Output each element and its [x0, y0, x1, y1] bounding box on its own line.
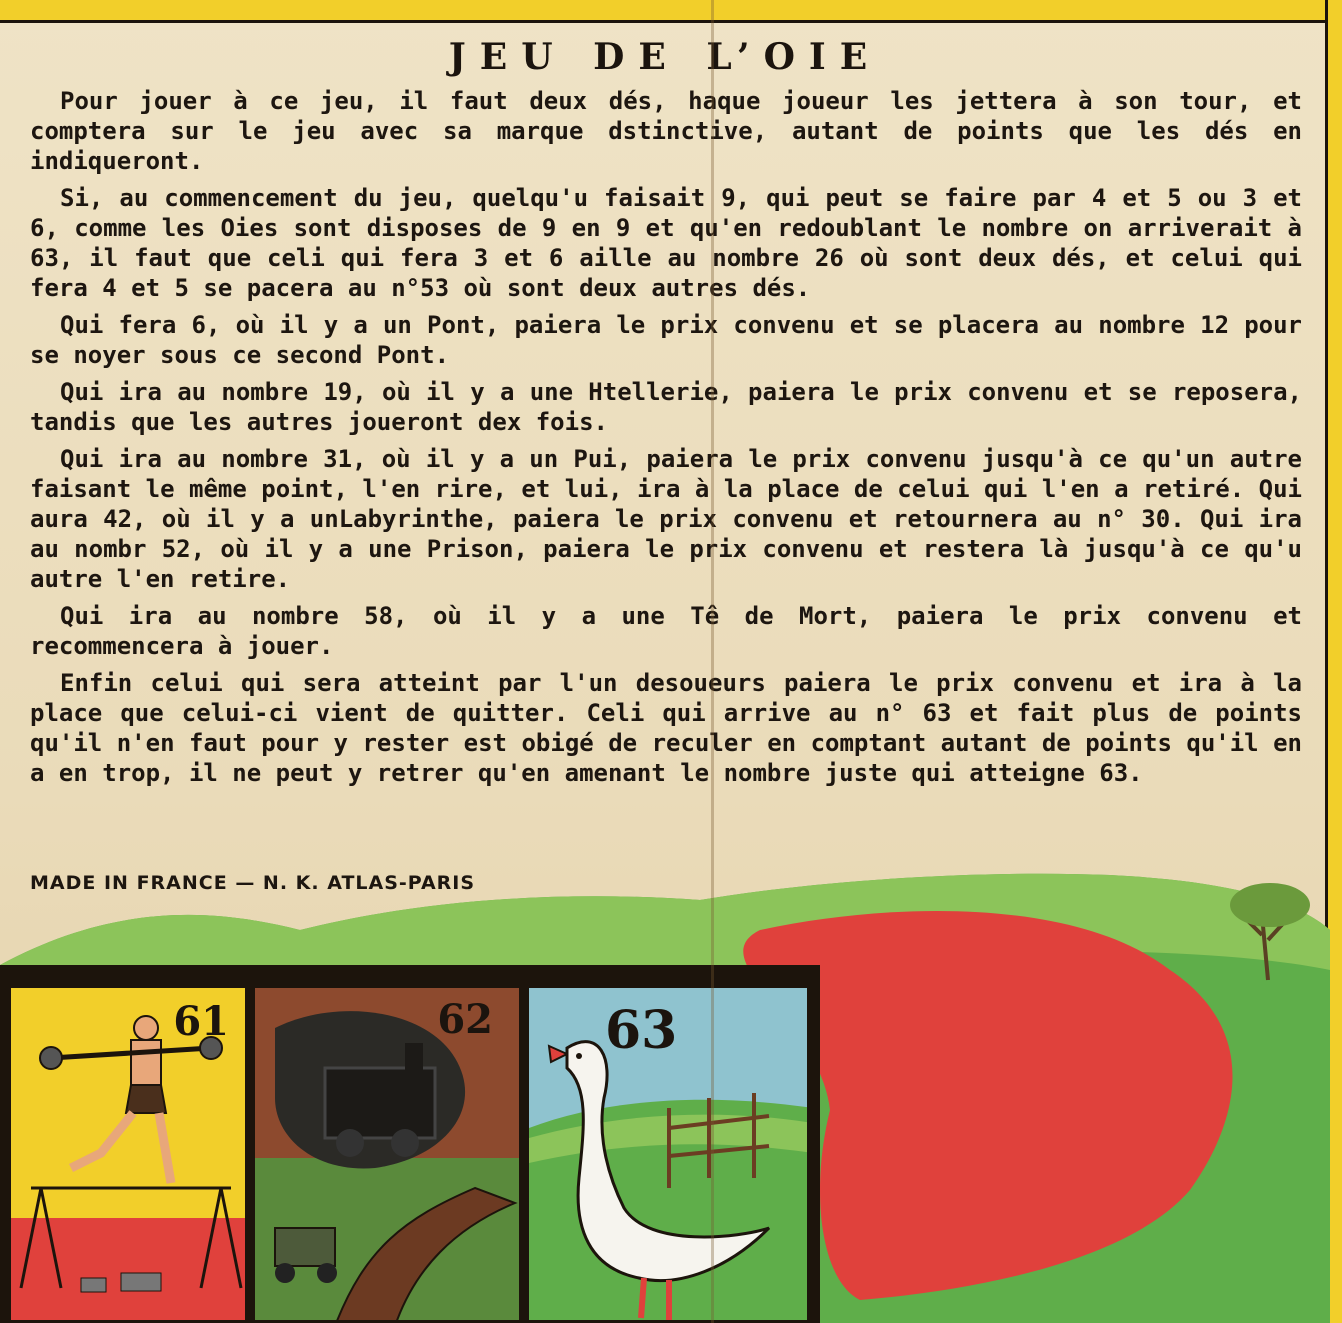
board-squares-row [0, 965, 820, 1323]
board-top-border [0, 0, 1342, 23]
rule-paragraph: Pour jouer à ce jeu, il faut deux dés, haque joueur les jettera à son tour, et comptera sur le jeu avec sa marque dstinctive, autant de points que les dés en indiqueront. [30, 87, 1302, 175]
rule-paragraph: Si, au commencement du jeu, quelqu'u faisait 9, qui peut se faire par 4 et 5 ou 3 et 6, comme les Oies sont disposes de 9 en 9 et qu'en redoublant le nombre on arriverait à 63, il faut que celi qui fera 3 et 6 aille au nombre 26 où sont deux dés, et celui qui fera 4 et 5 se pacera au n°53 où sont deux autres dés. [30, 184, 1302, 302]
rules-text [30, 86, 1302, 795]
paper-fold-line [711, 0, 714, 1323]
square-number: 63 [605, 1000, 678, 1061]
rule-paragraph: Enfin celui qui sera atteint par l'un desoueurs paiera le prix convenu et ira à la place que celui-ci vient de quitter. Celi qui arrive au n° 63 et fait plus de points qu'il n'en faut pour y rester est obigé de reculer en comptant autant de points qu'il en a en trop, il ne peut y retrer qu'en amenant le nombre juste qui atteigne 63. [30, 669, 1302, 787]
rule-paragraph: Qui ira au nombre 19, où il y a une Htellerie, paiera le prix convenu et se reposera, tandis que les autres joueront dex fois. [30, 378, 1302, 436]
square-number: 61 [173, 998, 229, 1045]
board-square [526, 985, 810, 1323]
rule-paragraph: Qui ira au nombre 31, où il y a un Pui, paiera le prix convenu jusqu'à ce qu'un autre faisant le même point, l'en rire, et lui, ira à la place de celui qui l'en a retiré. Qui aura 42, où il y a unLabyrinthe, paiera le prix convenu et retournera au n° 30. Qui ira au nombr 52, où il y a une Prison, paiera le prix convenu et restera là jusqu'à ce qu'u autre l'en retire. [30, 445, 1302, 593]
board-square [252, 985, 522, 1323]
rule-paragraph: Qui ira au nombre 58, où il y a une Tê de Mort, paiera le prix convenu et recommencera à jouer. [30, 602, 1302, 660]
rule-paragraph: Qui fera 6, où il y a un Pont, paiera le prix convenu et se placera au nombre 12 pour se noyer sous ce second Pont. [30, 311, 1302, 369]
game-title: JEU DE L’OIE [448, 36, 882, 78]
imprint-line: MADE IN FRANCE — N. K. ATLAS-PARIS [30, 872, 476, 894]
board-square [8, 985, 248, 1323]
square-number: 62 [437, 996, 493, 1043]
